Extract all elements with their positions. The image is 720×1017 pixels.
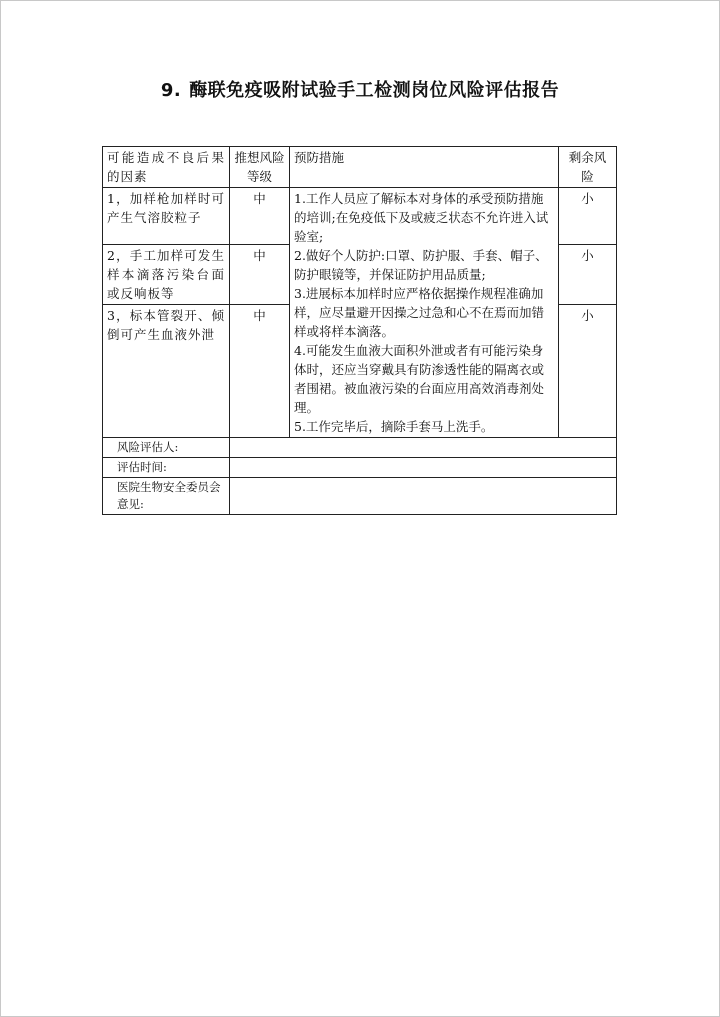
measure-item: 5.工作完毕后，摘除手套马上洗手。 bbox=[294, 419, 494, 434]
page-title bbox=[0, 76, 720, 102]
committee-row bbox=[103, 478, 617, 515]
assessor-label: 风险评估人: bbox=[103, 438, 230, 458]
measure-item: 1.工作人员应了解标本对身体的承受预防措施的培训;在免疫低下及或疲乏状态不允许进入试验室; bbox=[294, 191, 549, 244]
measure-item: 2.做好个人防护:口罩、防护服、手套、帽子、防护眼镜等，并保证防护用品质量; bbox=[294, 248, 548, 282]
risk-level-cell: 中 bbox=[230, 305, 290, 438]
header-risk-level: 推想风险等级 bbox=[230, 147, 290, 188]
risk-level-cell: 中 bbox=[230, 245, 290, 305]
residual-cell: 小 bbox=[559, 305, 617, 438]
time-row bbox=[103, 458, 617, 478]
table-row bbox=[103, 188, 617, 245]
cause-cell: 1，加样枪加样时可产生气溶胶粒子 bbox=[103, 188, 230, 245]
risk-assessment-table bbox=[102, 146, 617, 515]
measure-item: 3.进展标本加样时应严格依据操作规程准确加样，应尽量避开因操之过急和心不在焉而加错样或将样本滴落。 bbox=[294, 286, 545, 339]
header-measures: 预防措施 bbox=[290, 147, 559, 188]
cause-cell: 2，手工加样可发生样本滴落污染台面或反响板等 bbox=[103, 245, 230, 305]
committee-label: 医院生物安全委员会意见: bbox=[103, 478, 230, 515]
header-residual: 剩余风险 bbox=[559, 147, 617, 188]
committee-value bbox=[230, 478, 617, 515]
header-row bbox=[103, 147, 617, 188]
title-number: 9. bbox=[160, 80, 182, 101]
measures-cell bbox=[290, 188, 559, 438]
time-value bbox=[230, 458, 617, 478]
time-label: 评估时间: bbox=[103, 458, 230, 478]
header-cause: 可能造成不良后果的因素 bbox=[103, 147, 230, 188]
assessor-value bbox=[230, 438, 617, 458]
residual-cell: 小 bbox=[559, 245, 617, 305]
assessor-row bbox=[103, 438, 617, 458]
residual-cell: 小 bbox=[559, 188, 617, 245]
risk-level-cell: 中 bbox=[230, 188, 290, 245]
measure-item: 4.可能发生血液大面积外泄或者有可能污染身体时，还应当穿戴具有防渗透性能的隔离衣或者围裙。被血液污染的台面应用高效消毒剂处理。 bbox=[294, 343, 545, 415]
cause-cell: 3，标本管裂开、倾倒可产生血液外泄 bbox=[103, 305, 230, 438]
title-text: 酶联免疫吸附试验手工检测岗位风险评估报告 bbox=[189, 80, 560, 101]
